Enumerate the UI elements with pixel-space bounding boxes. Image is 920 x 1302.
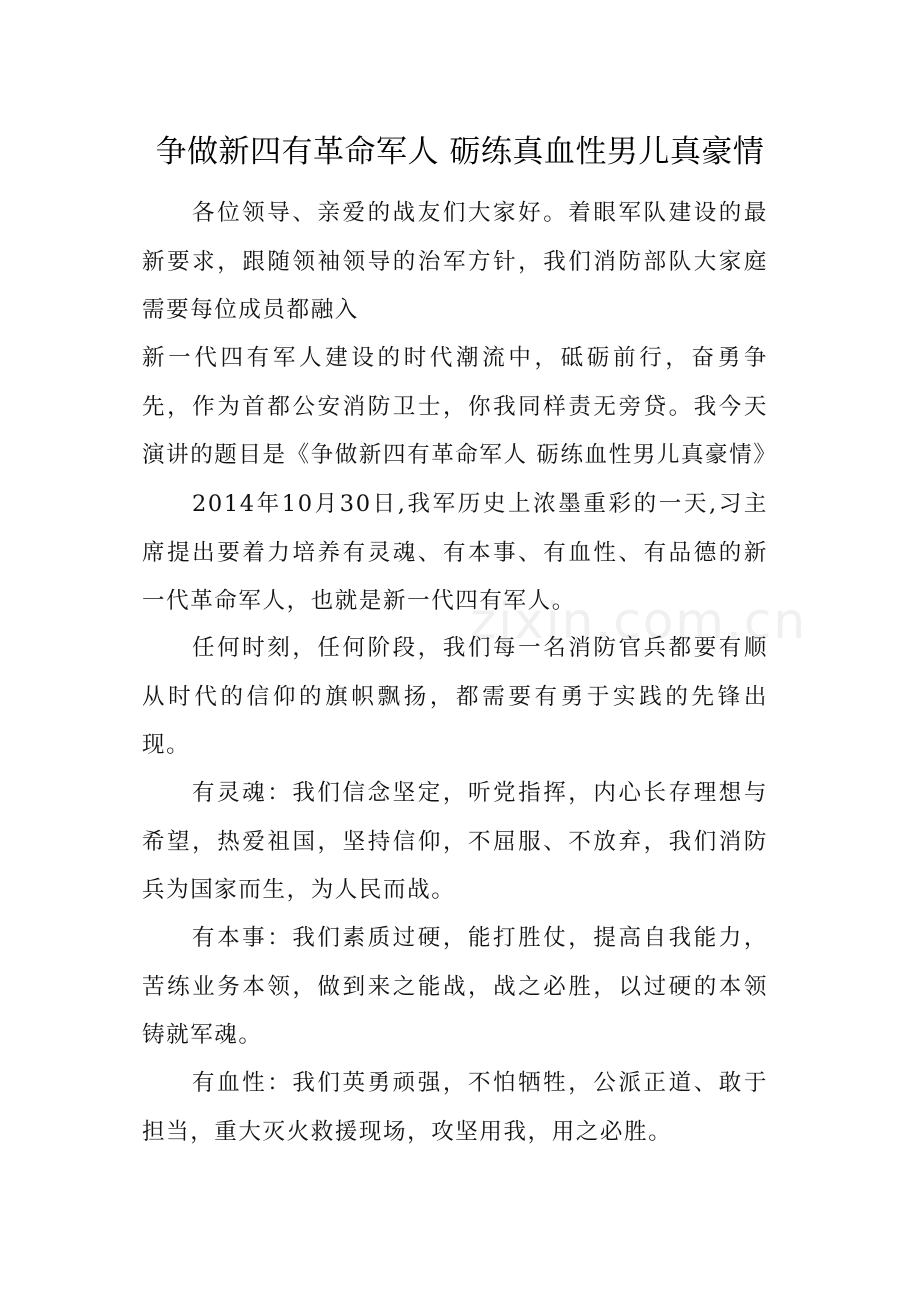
document-title: 争做新四有革命军人 砺练真血性男儿真豪情 bbox=[155, 134, 765, 170]
paragraph-any-time: 任何时刻，任何阶段，我们每一名消防官兵都要有顺从时代的信仰的旗帜飘扬，都需要有勇于实践的先锋出现。 bbox=[142, 635, 768, 758]
watermark: zixin.com.cn bbox=[470, 592, 808, 650]
paragraph-soul: 有灵魂：我们信念坚定，听党指挥，内心长存理想与希望，热爱祖国，坚持信仰，不屈服、不放弃，我们消防兵为国家而生，为人民而战。 bbox=[142, 780, 768, 903]
paragraph-greeting: 各位领导、亲爱的战友们大家好。着眼军队建设的最新要求，跟随领袖领导的治军方针，我们消防部队大家庭需要每位成员都融入 bbox=[142, 200, 768, 323]
paragraph-topic: 新一代四有军人建设的时代潮流中，砥砺前行，奋勇争先，作为首都公安消防卫士，你我同样责无旁贷。我今天演讲的题目是《争做新四有革命军人 砺练血性男儿真豪情》 bbox=[142, 345, 778, 468]
paragraph-skill: 有本事：我们素质过硬，能打胜仗，提高自我能力，苦练业务本领，做到来之能战，战之必胜，以过硬的本领铸就军魂。 bbox=[142, 925, 768, 1048]
paragraph-courage: 有血性：我们英勇顽强，不怕牺牲，公派正道、敢于担当，重大灭火救援现场，攻坚用我，用之必胜。 bbox=[142, 1070, 768, 1145]
paragraph-date: 2014年10月30日,我军历史上浓墨重彩的一天,习主席提出要着力培养有灵魂、有本事、有血性、有品德的新一代革命军人，也就是新一代四有军人。 bbox=[142, 491, 768, 614]
